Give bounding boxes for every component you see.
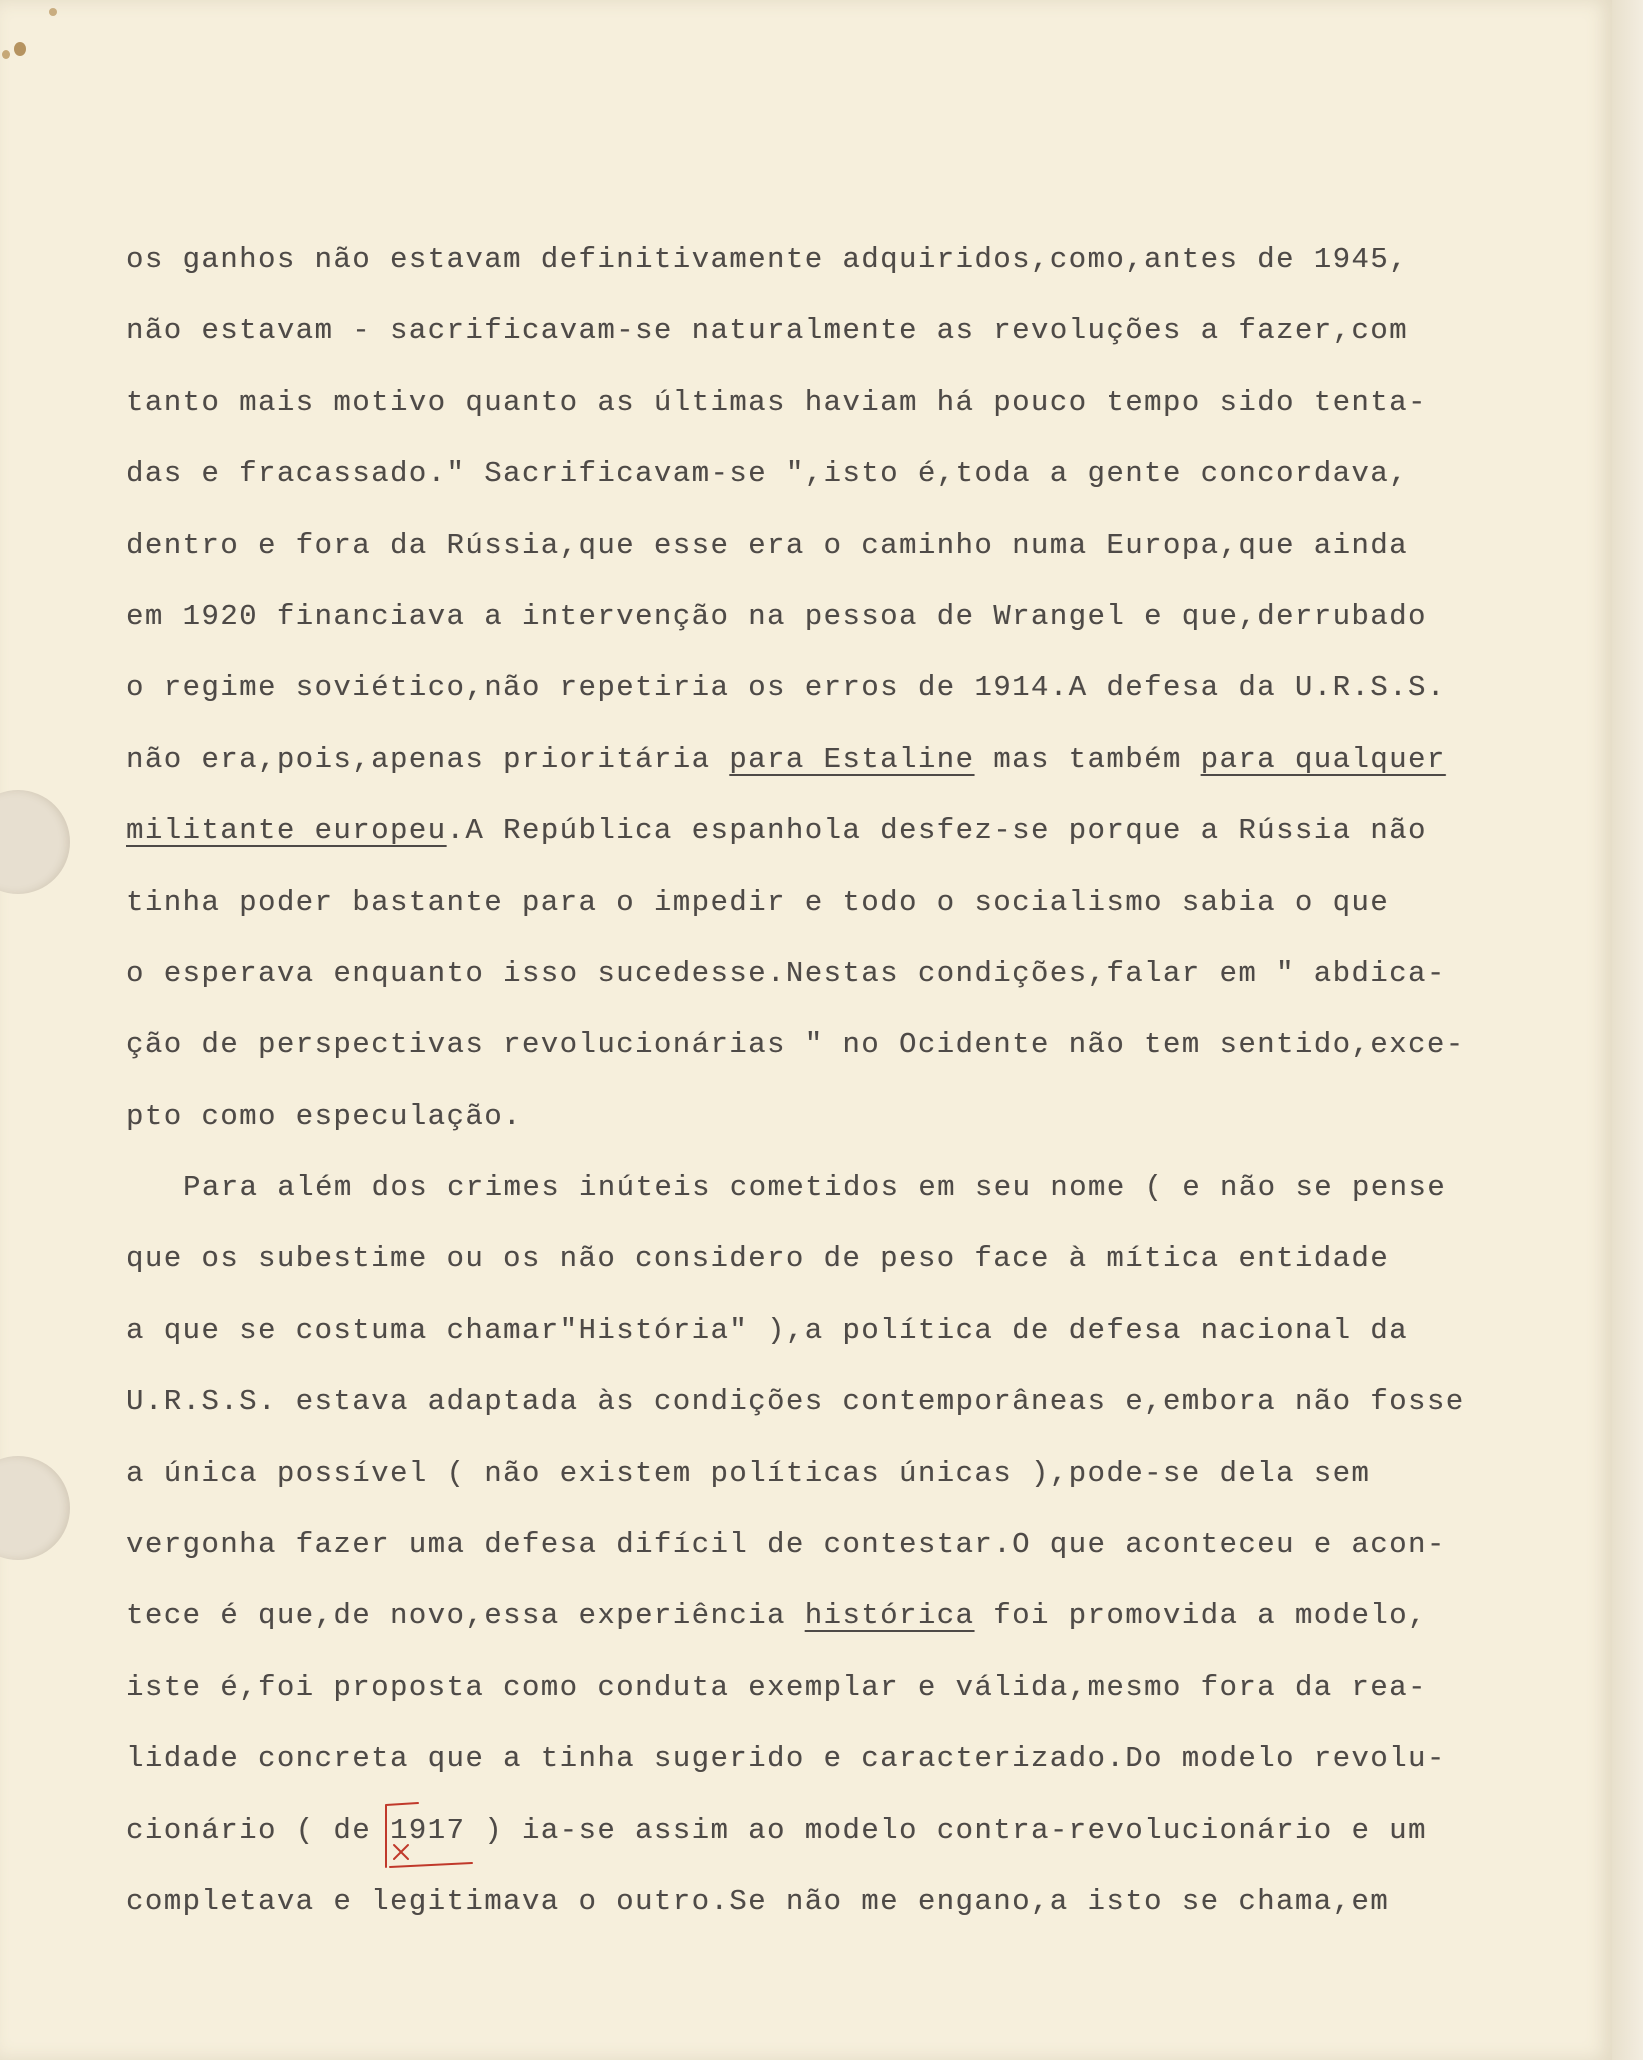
text-segment: foi promovida a modelo, — [974, 1599, 1427, 1633]
text-line: pto como especulação. — [126, 1099, 522, 1133]
text-line: a única possível ( não existem políticas únicas ),pode-se dela sem — [126, 1456, 1371, 1490]
ink-stain — [2, 50, 10, 59]
text-line: que os subestime ou os não considero de peso face à mítica entidade — [126, 1242, 1390, 1276]
underlined-phrase: para qualquer — [1200, 742, 1446, 776]
text-line: das e fracassado." Sacrificavam-se ",isto é,toda a gente concordava, — [126, 457, 1408, 491]
ink-stain — [49, 8, 57, 16]
underlined-phrase: histórica — [804, 1599, 975, 1633]
text-line — [126, 1580, 1566, 1651]
text-line: tanto mais motivo quanto as últimas haviam há pouco tempo sido tenta- — [126, 385, 1427, 419]
text-segment: ) ia-se assim ao modelo contra-revolucionário e um — [465, 1813, 1427, 1847]
text-line: a que se costuma chamar"História" ),a política de defesa nacional da — [126, 1313, 1408, 1347]
binder-hole — [0, 790, 70, 894]
annotated-year — [390, 1795, 465, 1866]
text-line: ção de perspectivas revolucionárias " no Ocidente não tem sentido,exce- — [126, 1028, 1465, 1062]
underlined-phrase: para Estaline — [729, 742, 975, 776]
paragraph-start-line: Para além dos crimes inúteis cometidos em seu nome ( e não se pense — [183, 1171, 1447, 1205]
binder-hole — [0, 1456, 70, 1560]
text-line: U.R.S.S. estava adaptada às condições contemporâneas e,embora não fosse — [126, 1385, 1465, 1419]
text-segment: mas também — [974, 742, 1201, 776]
text-segment: .A República espanhola desfez-se porque a Rússia não — [446, 814, 1427, 848]
annotated-year-text: 1917 — [389, 1813, 466, 1847]
text-line: tinha poder bastante para o impedir e todo o socialismo sabia o que — [126, 885, 1390, 919]
text-line: os ganhos não estavam definitivamente adquiridos,como,antes de 1945, — [126, 243, 1408, 276]
text-line: não estavam - sacrificavam-se naturalmente as revoluções a fazer,com — [126, 314, 1408, 348]
text-line — [126, 724, 1566, 795]
page-edge — [1612, 0, 1643, 2060]
text-segment: não era,pois,apenas prioritária — [126, 742, 730, 776]
ink-stain — [14, 42, 26, 56]
text-line: dentro e fora da Rússia,que esse era o caminho numa Europa,que ainda — [126, 528, 1408, 562]
text-line: iste é,foi proposta como conduta exemplar e válida,mesmo fora da rea- — [126, 1670, 1427, 1704]
text-line: em 1920 financiava a intervenção na pessoa de Wrangel e que,derrubado — [126, 599, 1427, 633]
text-line: completava e legitimava o outro.Se não me engano,a isto se chama,em — [126, 1884, 1390, 1918]
text-line: o regime soviético,não repetiria os erros de 1914.A defesa da U.R.S.S. — [126, 671, 1446, 705]
text-line — [126, 1795, 1566, 1866]
text-line — [126, 795, 1566, 866]
underlined-phrase: militante europeu — [126, 814, 447, 848]
typewritten-text — [126, 224, 1566, 1937]
text-line: lidade concreta que a tinha sugerido e caracterizado.Do modelo revolu- — [126, 1742, 1446, 1776]
text-line: o esperava enquanto isso sucedesse.Nestas condições,falar em " abdica- — [126, 956, 1446, 990]
text-line: vergonha fazer uma defesa difícil de contestar.O que aconteceu e acon- — [126, 1528, 1446, 1562]
text-segment: tece é que,de novo,essa experiência — [126, 1599, 805, 1633]
text-segment: cionário ( de — [126, 1813, 390, 1847]
